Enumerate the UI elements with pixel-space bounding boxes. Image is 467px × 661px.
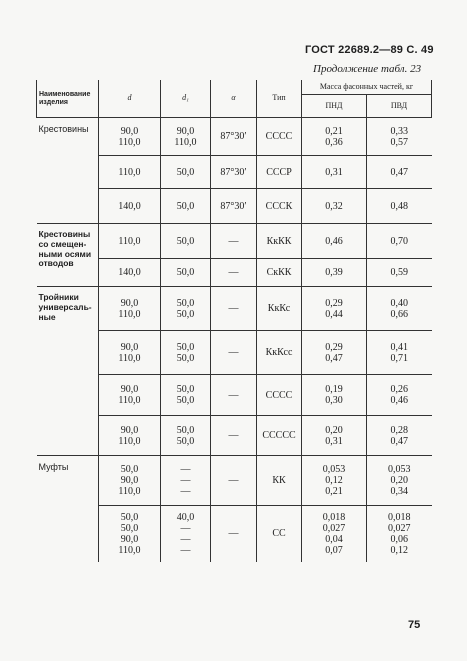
product-name-line: ные (38, 311, 56, 322)
cell-angle: — (211, 506, 257, 562)
cell-d1 (161, 456, 211, 506)
page-number: 75 (408, 619, 421, 631)
cell-value: 0,28 (390, 424, 408, 436)
cell-pvd (367, 156, 432, 189)
cell-type: СССР (257, 156, 302, 189)
cell-d1 (161, 224, 211, 259)
table-row (37, 118, 432, 156)
cell-value: 0,20 (390, 475, 408, 486)
cell-d (99, 189, 161, 224)
cell-pvd (367, 506, 432, 562)
cell-angle: — (211, 224, 257, 259)
cell-value: 0,06 (390, 533, 408, 545)
table-body (37, 118, 432, 562)
cell-value: 0,018 (322, 511, 346, 523)
header-mass: Масса фасонных частей, кг (302, 80, 432, 95)
table-row (37, 456, 432, 506)
cell-value: 0,19 (325, 384, 343, 395)
product-name-line: Крестовины (38, 124, 89, 134)
cell-value: 0,47 (390, 435, 408, 447)
cell-value: 50,0 (176, 435, 195, 447)
cell-d (99, 331, 161, 375)
cell-pvd (367, 287, 432, 331)
cell-d1 (161, 506, 211, 562)
cell-value: 110,0 (118, 395, 141, 406)
cell-d (99, 375, 161, 416)
cell-pnd (302, 287, 367, 331)
cell-value: 50,0 (176, 395, 195, 406)
cell-value: 90,0 (120, 475, 139, 486)
cell-value: 90,0 (120, 297, 139, 309)
cell-value: 110,0 (118, 544, 141, 556)
cell-pvd (367, 259, 432, 287)
cell-value: 0,33 (390, 125, 408, 137)
cell-pvd (367, 224, 432, 259)
cell-value: — (180, 533, 191, 545)
cell-value: 0,46 (390, 395, 408, 406)
cell-value: 0,66 (390, 308, 408, 320)
cell-value: 0,018 (388, 511, 411, 523)
cell-value: — (180, 522, 191, 534)
cell-value: 90,0 (120, 384, 139, 395)
product-name-line: Крестовины (38, 229, 91, 239)
cell-angle: — (211, 375, 257, 416)
cell-value: 0,26 (390, 384, 408, 395)
product-name (37, 287, 99, 456)
cell-pvd (367, 118, 432, 156)
cell-pnd (302, 224, 367, 259)
cell-pnd (302, 118, 367, 156)
cell-pnd (302, 259, 367, 287)
cell-value: 50,0 (176, 352, 195, 364)
product-name-line: отводов (38, 258, 74, 269)
product-name (37, 456, 99, 562)
cell-angle: 87°30′ (211, 118, 257, 156)
cell-pnd (302, 375, 367, 416)
cell-value: 0,30 (325, 395, 343, 406)
cell-type: КкКс (257, 287, 302, 331)
cell-value: 90,0 (120, 533, 139, 545)
cell-pvd (367, 189, 432, 224)
cell-value: 110,0 (118, 435, 141, 447)
product-name-line: ными осями (38, 248, 92, 259)
cell-value: 0,04 (325, 533, 343, 545)
cell-type: КК (257, 456, 302, 506)
cell-value: 140,0 (118, 200, 141, 212)
header-d1: d₁ (161, 80, 211, 118)
cell-value: — (180, 464, 191, 475)
cell-d1 (161, 375, 211, 416)
cell-value: 0,053 (388, 464, 411, 475)
cell-value: 50,0 (176, 235, 195, 247)
cell-d1 (161, 118, 211, 156)
cell-value: 0,59 (390, 267, 408, 278)
cell-value: 0,12 (390, 544, 408, 556)
cell-d1 (161, 189, 211, 224)
cell-value: 0,21 (325, 125, 343, 137)
table-row (37, 224, 432, 259)
cell-angle: 87°30′ (211, 189, 257, 224)
cell-d (99, 287, 161, 331)
cell-value: 50,0 (176, 200, 195, 212)
cell-value: 0,71 (390, 352, 408, 364)
cell-value: 0,053 (322, 464, 346, 475)
cell-value: 90,0 (176, 125, 195, 137)
cell-type: КкКК (257, 224, 302, 259)
cell-value: 0,48 (390, 200, 408, 212)
cell-value: 0,29 (325, 297, 343, 309)
cell-pnd (302, 156, 367, 189)
cell-value: 0,07 (325, 544, 343, 556)
cell-d (99, 118, 161, 156)
cell-d1 (161, 156, 211, 189)
header-angle: α (211, 80, 257, 118)
cell-value: 0,12 (325, 475, 343, 486)
table-continuation-label: Продолжение табл. 23 (313, 63, 422, 75)
cell-value: 40,0 (176, 511, 195, 523)
cell-value: — (180, 544, 191, 556)
cell-angle: — (211, 259, 257, 287)
cell-d (99, 416, 161, 456)
cell-pnd (302, 189, 367, 224)
table-row (37, 287, 432, 331)
cell-value: 0,027 (388, 522, 411, 534)
header-type: Тип (257, 80, 302, 118)
cell-value: 50,0 (176, 297, 195, 309)
cell-value: 140,0 (118, 267, 141, 278)
cell-value: 110,0 (118, 352, 141, 364)
cell-value: 110,0 (118, 235, 141, 247)
cell-d (99, 456, 161, 506)
cell-type: СССС (257, 375, 302, 416)
cell-value: — (180, 475, 191, 486)
cell-value: 50,0 (176, 267, 195, 278)
cell-value: 110,0 (118, 308, 141, 320)
header-name: Наименование изделия (37, 80, 99, 118)
cell-value: 0,36 (325, 136, 343, 148)
product-name (37, 118, 99, 224)
product-name-line: Муфты (38, 462, 69, 472)
cell-pvd (367, 416, 432, 456)
cell-value: 0,32 (325, 200, 343, 212)
cell-value: 50,0 (176, 384, 195, 395)
cell-d (99, 506, 161, 562)
cell-value: 110,0 (118, 486, 141, 497)
gost-header: ГОСТ 22689.2—89 С. 49 (305, 44, 434, 56)
cell-d1 (161, 259, 211, 287)
product-name (37, 224, 99, 287)
cell-d (99, 156, 161, 189)
header-d: d (99, 80, 161, 118)
cell-angle: — (211, 456, 257, 506)
cell-angle: — (211, 416, 257, 456)
cell-type: СССК (257, 189, 302, 224)
cell-pnd (302, 506, 367, 562)
cell-value: 90,0 (120, 125, 139, 137)
cell-pnd (302, 416, 367, 456)
cell-value: 0,34 (390, 486, 408, 497)
cell-angle: — (211, 287, 257, 331)
cell-value: 50,0 (176, 308, 195, 320)
cell-value: 0,20 (325, 424, 343, 436)
cell-value: — (180, 486, 191, 497)
cell-value: 0,29 (325, 341, 343, 353)
cell-value: 110,0 (118, 166, 141, 178)
cell-type: СкКК (257, 259, 302, 287)
cell-value: 0,47 (390, 166, 408, 178)
cell-value: 110,0 (174, 136, 197, 148)
cell-value: 50,0 (120, 464, 139, 475)
product-name-line: со смещен- (38, 238, 87, 249)
mass-table (36, 80, 432, 562)
cell-pnd (302, 456, 367, 506)
cell-pvd (367, 456, 432, 506)
cell-value: 50,0 (120, 511, 139, 523)
cell-value: 0,46 (325, 235, 343, 247)
cell-value: 50,0 (176, 166, 195, 178)
cell-pnd (302, 331, 367, 375)
cell-value: 0,47 (325, 352, 343, 364)
cell-value: 0,44 (325, 308, 343, 320)
cell-value: 90,0 (120, 341, 139, 353)
header-pnd: ПНД (302, 95, 367, 118)
cell-d (99, 259, 161, 287)
product-name-line: универсаль- (38, 301, 92, 312)
cell-angle: 87°30′ (211, 156, 257, 189)
cell-value: 110,0 (118, 136, 141, 148)
cell-value: 0,31 (325, 166, 343, 178)
cell-value: 0,027 (322, 522, 346, 534)
cell-value: 0,21 (325, 486, 343, 497)
cell-type: СССС (257, 118, 302, 156)
cell-value: 0,31 (325, 435, 343, 447)
cell-value: 0,41 (390, 341, 408, 353)
product-name-line: Тройники (38, 292, 79, 302)
cell-pvd (367, 375, 432, 416)
cell-value: 0,57 (390, 136, 408, 148)
cell-angle: — (211, 331, 257, 375)
cell-type: КкКсс (257, 331, 302, 375)
cell-value: 0,39 (325, 267, 343, 278)
cell-type: СС (257, 506, 302, 562)
cell-value: 50,0 (120, 522, 139, 534)
cell-value: 0,40 (390, 297, 408, 309)
cell-value: 50,0 (176, 341, 195, 353)
cell-value: 0,70 (390, 235, 408, 247)
cell-value: 90,0 (120, 424, 139, 436)
cell-d1 (161, 331, 211, 375)
header-pvd: ПВД (367, 95, 432, 118)
cell-d1 (161, 287, 211, 331)
cell-d (99, 224, 161, 259)
cell-type: ССССС (257, 416, 302, 456)
cell-value: 50,0 (176, 424, 195, 436)
cell-d1 (161, 416, 211, 456)
cell-pvd (367, 331, 432, 375)
